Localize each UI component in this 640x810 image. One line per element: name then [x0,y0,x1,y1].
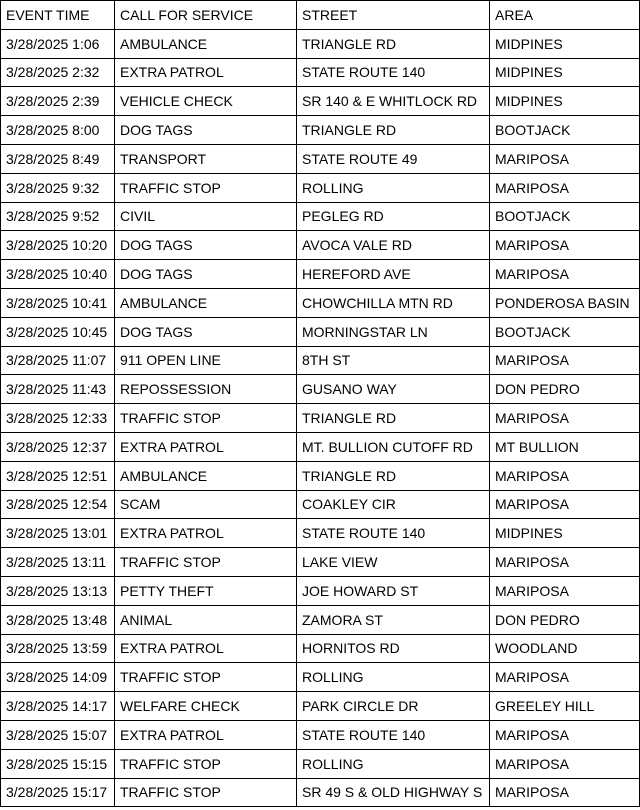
event-time-cell: 3/28/2025 12:54 [1,490,115,519]
table-row [1,231,640,260]
call-for-service-cell: DOG TAGS [115,231,297,260]
call-for-service-cell: AMBULANCE [115,461,297,490]
table-row [1,778,640,807]
street-cell: MORNINGSTAR LN [297,317,490,346]
area-cell: DON PEDRO [490,605,640,634]
table-row [1,634,640,663]
header-event-time: EVENT TIME [1,1,115,30]
header-area: AREA [490,1,640,30]
table-row [1,346,640,375]
area-cell: MARIPOSA [490,173,640,202]
street-cell: HORNITOS RD [297,634,490,663]
call-for-service-cell: WELFARE CHECK [115,692,297,721]
table-row [1,58,640,87]
street-cell: SR 49 S & OLD HIGHWAY S [297,778,490,807]
event-time-cell: 3/28/2025 10:45 [1,317,115,346]
table-row [1,173,640,202]
street-cell: TRIANGLE RD [297,461,490,490]
area-cell: MARIPOSA [490,576,640,605]
area-cell: MIDPINES [490,58,640,87]
event-time-cell: 3/28/2025 13:48 [1,605,115,634]
street-cell: JOE HOWARD ST [297,576,490,605]
call-for-service-cell: AMBULANCE [115,29,297,58]
table-row [1,29,640,58]
street-cell: STATE ROUTE 140 [297,720,490,749]
event-time-cell: 3/28/2025 8:00 [1,116,115,145]
call-for-service-cell: CIVIL [115,202,297,231]
table-row [1,116,640,145]
table-row [1,375,640,404]
header-street: STREET [297,1,490,30]
event-time-cell: 3/28/2025 13:13 [1,576,115,605]
table-row [1,519,640,548]
area-cell: PONDEROSA BASIN [490,288,640,317]
event-time-cell: 3/28/2025 14:09 [1,663,115,692]
area-cell: MIDPINES [490,29,640,58]
call-for-service-cell: 911 OPEN LINE [115,346,297,375]
event-time-cell: 3/28/2025 2:32 [1,58,115,87]
call-for-service-cell: AMBULANCE [115,288,297,317]
call-for-service-cell: REPOSSESSION [115,375,297,404]
area-cell: GREELEY HILL [490,692,640,721]
call-for-service-cell: EXTRA PATROL [115,720,297,749]
table-row [1,749,640,778]
call-for-service-cell: EXTRA PATROL [115,519,297,548]
street-cell: COAKLEY CIR [297,490,490,519]
call-for-service-cell: EXTRA PATROL [115,432,297,461]
table-row [1,144,640,173]
event-time-cell: 3/28/2025 13:59 [1,634,115,663]
street-cell: CHOWCHILLA MTN RD [297,288,490,317]
table-row [1,720,640,749]
call-for-service-cell: DOG TAGS [115,317,297,346]
event-time-cell: 3/28/2025 8:49 [1,144,115,173]
street-cell: TRIANGLE RD [297,29,490,58]
street-cell: LAKE VIEW [297,548,490,577]
event-time-cell: 3/28/2025 10:41 [1,288,115,317]
area-cell: BOOTJACK [490,317,640,346]
area-cell: MARIPOSA [490,260,640,289]
area-cell: MARIPOSA [490,461,640,490]
call-for-service-cell: TRAFFIC STOP [115,749,297,778]
table-row [1,404,640,433]
call-for-service-cell: TRAFFIC STOP [115,173,297,202]
street-cell: ZAMORA ST [297,605,490,634]
street-cell: HEREFORD AVE [297,260,490,289]
street-cell: STATE ROUTE 140 [297,58,490,87]
call-for-service-cell: ANIMAL [115,605,297,634]
area-cell: MIDPINES [490,519,640,548]
table-row [1,663,640,692]
table-row [1,692,640,721]
area-cell: MARIPOSA [490,548,640,577]
area-cell: WOODLAND [490,634,640,663]
event-time-cell: 3/28/2025 10:40 [1,260,115,289]
table-row [1,461,640,490]
street-cell: MT. BULLION CUTOFF RD [297,432,490,461]
area-cell: MARIPOSA [490,749,640,778]
street-cell: ROLLING [297,173,490,202]
street-cell: ROLLING [297,749,490,778]
event-time-cell: 3/28/2025 15:07 [1,720,115,749]
event-time-cell: 3/28/2025 2:39 [1,87,115,116]
event-time-cell: 3/28/2025 15:15 [1,749,115,778]
area-cell: BOOTJACK [490,116,640,145]
street-cell: 8TH ST [297,346,490,375]
call-for-service-cell: TRAFFIC STOP [115,663,297,692]
table-body [1,29,640,807]
call-for-service-cell: EXTRA PATROL [115,58,297,87]
table-row [1,432,640,461]
area-cell: MARIPOSA [490,231,640,260]
street-cell: TRIANGLE RD [297,404,490,433]
call-for-service-cell: TRAFFIC STOP [115,404,297,433]
event-time-cell: 3/28/2025 12:51 [1,461,115,490]
area-cell: MIDPINES [490,87,640,116]
header-call-for-service: CALL FOR SERVICE [115,1,297,30]
call-for-service-cell: TRANSPORT [115,144,297,173]
call-for-service-cell: DOG TAGS [115,260,297,289]
call-for-service-cell: TRAFFIC STOP [115,548,297,577]
area-cell: MT BULLION [490,432,640,461]
event-time-cell: 3/28/2025 15:17 [1,778,115,807]
event-time-cell: 3/28/2025 9:32 [1,173,115,202]
table-header-row [1,1,640,30]
street-cell: STATE ROUTE 140 [297,519,490,548]
street-cell: ROLLING [297,663,490,692]
street-cell: STATE ROUTE 49 [297,144,490,173]
call-for-service-cell: VEHICLE CHECK [115,87,297,116]
event-time-cell: 3/28/2025 10:20 [1,231,115,260]
table-row [1,87,640,116]
area-cell: DON PEDRO [490,375,640,404]
table-row [1,202,640,231]
street-cell: AVOCA VALE RD [297,231,490,260]
call-for-service-cell: DOG TAGS [115,116,297,145]
area-cell: MARIPOSA [490,404,640,433]
street-cell: PARK CIRCLE DR [297,692,490,721]
table-row [1,490,640,519]
event-time-cell: 3/28/2025 1:06 [1,29,115,58]
table-row [1,548,640,577]
event-time-cell: 3/28/2025 14:17 [1,692,115,721]
area-cell: MARIPOSA [490,663,640,692]
table-row [1,576,640,605]
event-time-cell: 3/28/2025 11:43 [1,375,115,404]
call-for-service-cell: EXTRA PATROL [115,634,297,663]
area-cell: MARIPOSA [490,346,640,375]
area-cell: MARIPOSA [490,778,640,807]
table-row [1,288,640,317]
event-time-cell: 3/28/2025 11:07 [1,346,115,375]
street-cell: SR 140 & E WHITLOCK RD [297,87,490,116]
area-cell: MARIPOSA [490,144,640,173]
area-cell: MARIPOSA [490,720,640,749]
call-for-service-cell: PETTY THEFT [115,576,297,605]
street-cell: GUSANO WAY [297,375,490,404]
street-cell: TRIANGLE RD [297,116,490,145]
area-cell: MARIPOSA [490,490,640,519]
street-cell: PEGLEG RD [297,202,490,231]
table-row [1,260,640,289]
call-for-service-cell: SCAM [115,490,297,519]
area-cell: BOOTJACK [490,202,640,231]
event-time-cell: 3/28/2025 12:37 [1,432,115,461]
call-for-service-cell: TRAFFIC STOP [115,778,297,807]
event-time-cell: 3/28/2025 13:11 [1,548,115,577]
table-row [1,317,640,346]
event-time-cell: 3/28/2025 13:01 [1,519,115,548]
event-time-cell: 3/28/2025 9:52 [1,202,115,231]
table-row [1,605,640,634]
event-time-cell: 3/28/2025 12:33 [1,404,115,433]
